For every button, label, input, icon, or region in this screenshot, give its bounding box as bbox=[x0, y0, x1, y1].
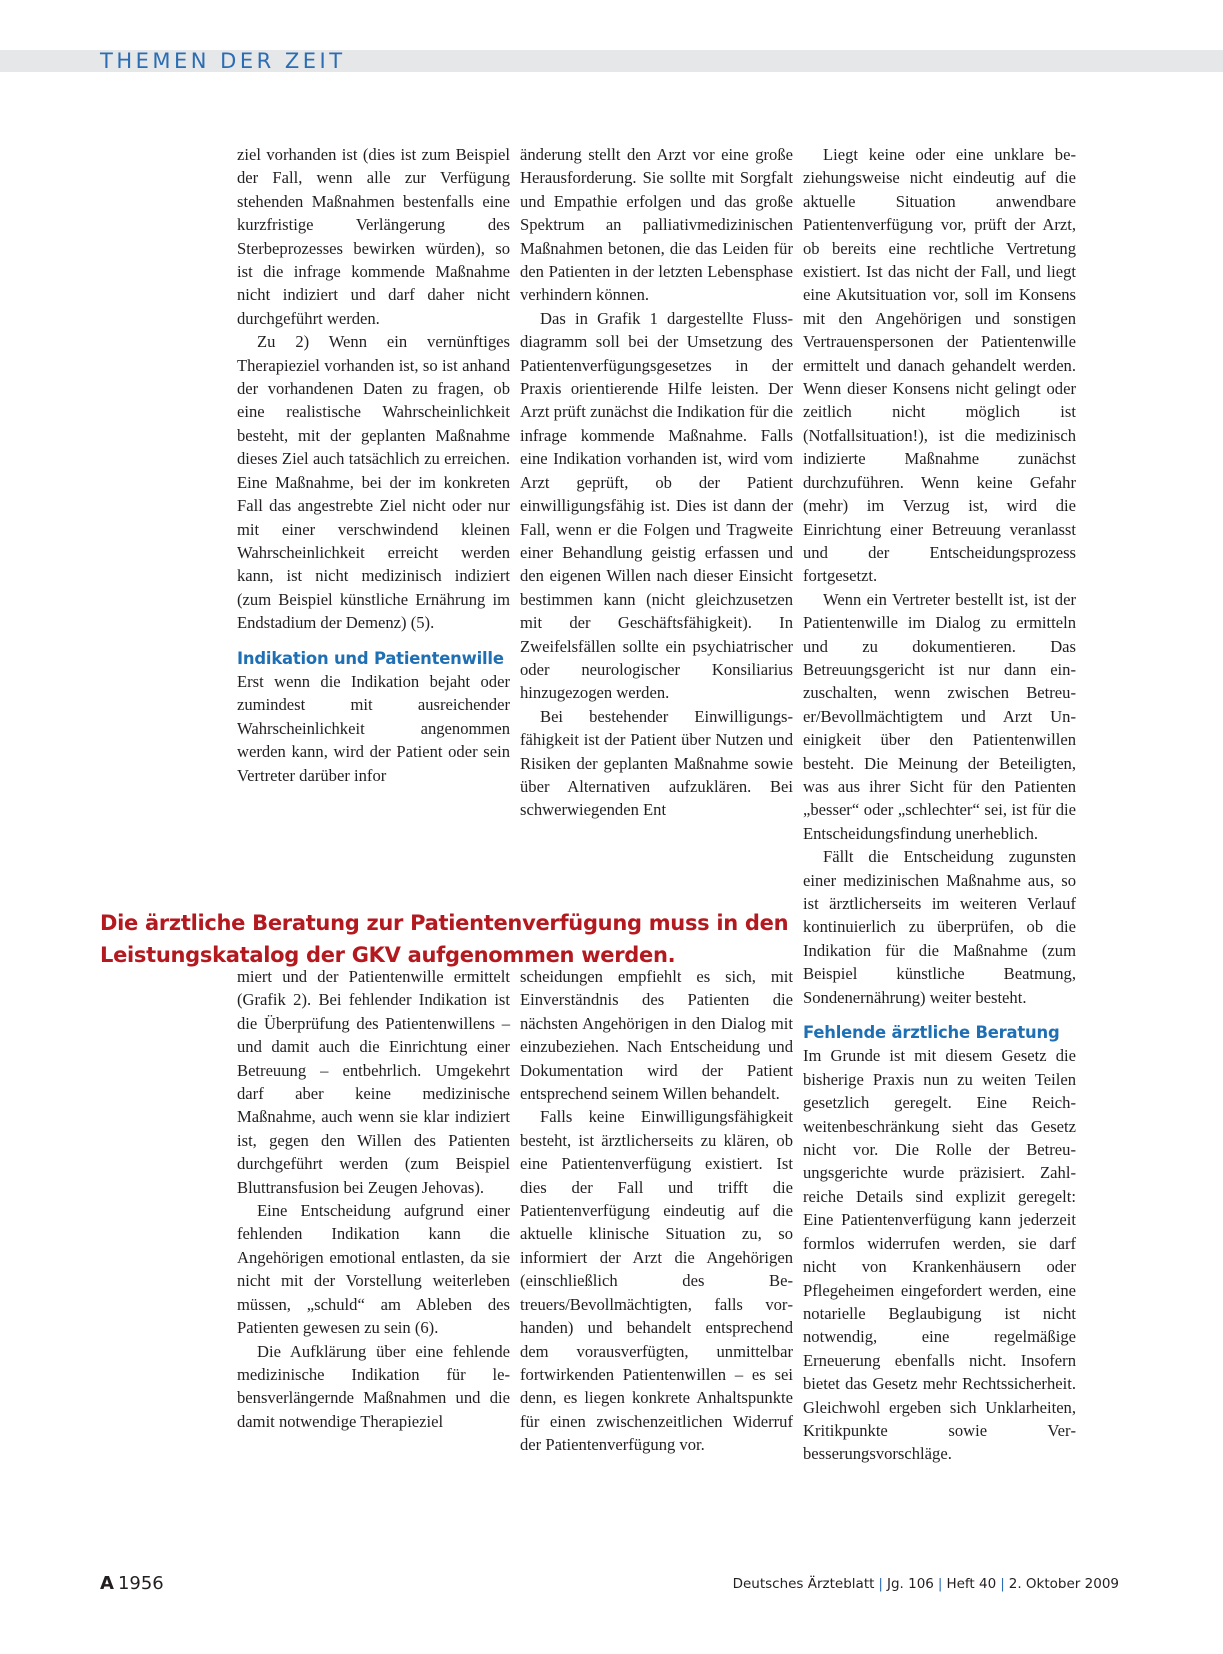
column-2-top bbox=[520, 143, 793, 822]
journal-date: 2. Oktober 2009 bbox=[1008, 1576, 1119, 1592]
paragraph: scheidungen empfiehlt es sich, mit Einverständnis des Patienten die nächsten Angehörigen in den Dialog mit einzubeziehen. Nach Entscheidung und Dokumentation wird der Patient entsprechend seinem Willen behandelt. bbox=[520, 967, 793, 1104]
paragraph: Bei bestehender Einwilligungsfähigkeit ist der Patient über Nutzen und Risiken der geplanten Maßnahme sowie über Alternativen aufzuklären. Bei schwerwiegenden Ent bbox=[520, 706, 793, 820]
page-number bbox=[100, 1573, 164, 1594]
journal-footer: Deutsches Ärzteblatt | Jg. 106 | Heft 40 | 2. Oktober 2009 bbox=[732, 1576, 1119, 1592]
paragraph: miert und der Patientenwille ermittelt (Grafik 2). Bei fehlender Indikation ist die Überprüfung des Patientenwillens – und damit auch die Einrichtung einer Betreuung – entbehrlich. Umgekehrt darf aber keine medizinische Maßnahme, auch wenn sie klar indiziert ist, gegen den Willen des Patienten durchgeführt werden (zum Beispiel Bluttransfusion bei Zeugen Jehovas). bbox=[237, 967, 510, 1197]
pull-quote-line-2: Leistungskatalog der GKV aufgenommen werden. bbox=[100, 943, 676, 967]
journal-name: Deutsches Ärzteblatt bbox=[732, 1576, 875, 1592]
page-number-value: 1956 bbox=[117, 1573, 164, 1594]
section-heading: Indikation und Patientenwille bbox=[237, 648, 504, 668]
paragraph: Fällt die Entscheidung zugunsten einer medizinischen Maßnahme aus, so ist ärztlicherseits im weiteren Verlauf kontinuierlich zu überprüfen, ob die Indikation für die Maßnahme (zum Beispiel künstliche Beatmung, Sondenernährung) weiter besteht. bbox=[803, 847, 1076, 1007]
paragraph: Eine Entscheidung aufgrund einer fehlenden Indikation kann die Angehörigen emotional entlasten, da sie nicht mit der Vorstellung weiterleben müssen, „schuld“ am Ableben des Patienten gewesen zu sein (6). bbox=[237, 1201, 510, 1338]
paragraph: Liegt keine oder eine unklare beziehungsweise nicht eindeutig auf die aktuelle Situation anwendbare Patientenverfügung vor, prüft der Arzt, ob bereits eine rechtliche Vertretung existiert. Ist das nicht der Fall, und liegt eine Akutsituation vor, soll im Konsens mit den Angehörigen und sonstigen Vertrauenspersonen der Patientenwille ermittelt und danach gehandelt werden. Wenn dieser Konsens nicht gelingt oder zeitlich nicht möglich ist (Notfallsituation!), ist die medizinisch indizierte Maßnahme zunächst durchzuführen. Wenn keine Gefahr (mehr) im Verzug ist, wird die Einrichtung einer Betreuung veranlasst und der Entscheidungsprozess fortgesetzt. bbox=[803, 145, 1076, 586]
paragraph: Wenn ein Vertreter bestellt ist, ist der Patientenwille im Dialog zu ermitteln und zu dokumentieren. Das Betreuungsgericht ist nur dann einzuschalten, wenn zwischen Betreuer/Bevollmächtigtem und Arzt Uneinigkeit über den Patientenwillen besteht. Die Meinung der Beteiligten, was aus ihrer Sicht für den Patienten „besser“ oder „schlechter“ sei, ist für die Entscheidungsfindung unerheblich. bbox=[803, 589, 1076, 843]
paragraph: Im Grunde ist mit diesem Gesetz die bisherige Praxis nun zu weiten Teilen gesetzlich geregelt. Eine Reichweitenbeschränkung sieht das Gesetz nicht vor. Die Rolle der Betreuungsgerichte wurde präzisiert. Zahlreiche Details sind explizit geregelt: Eine Patientenverfügung kann jederzeit formlos widerrufen werden, sie darf nicht von Krankenhäusern oder Pflegeheimen eingefordert werden, eine notarielle Beglaubigung ist nicht notwendig, eine regelmäßige Erneuerung ebenfalls nicht. Insofern bietet das Gesetz mehr Rechtssicherheit. Gleichwohl ergeben sich Unklarheiten, Kritikpunkte sowie Verbesserungsvorschläge. bbox=[803, 1046, 1076, 1464]
column-2-bottom bbox=[520, 965, 793, 1457]
section-title: THEMEN DER ZEIT bbox=[100, 49, 346, 73]
paragraph: Erst wenn die Indikation bejaht oder zumindest mit ausreichender Wahrscheinlichkeit angenommen werden kann, wird der Patient oder sein Vertreter darüber infor bbox=[237, 671, 510, 785]
paragraph: Falls keine Einwilligungsfähigkeit besteht, ist ärztlicherseits zu klären, ob eine Patientenverfügung existiert. Ist dies der Fall und trifft die Patientenverfügung eindeutig auf die aktuelle klinische Situation zu, so informiert der Arzt die Angehörigen (einschließlich des Betreuers/Bevollmächtigten, falls vorhanden) und behandelt entsprechend dem vorausverfügten, unmittelbar fortwirkenden Patientenwillen – es sei denn, es liegen konkrete Anhaltspunkte für einen zwischenzeitlichen Widerruf der Patientenverfügung vor. bbox=[520, 1107, 793, 1455]
column-1-bottom bbox=[237, 965, 510, 1433]
column-3 bbox=[803, 143, 1076, 1466]
pull-quote-line-1: Die ärztliche Beratung zur Patientenverfügung muss in den bbox=[100, 911, 789, 935]
column-1-top bbox=[237, 143, 510, 787]
section-heading: Fehlende ärztliche Beratung bbox=[803, 1023, 1060, 1043]
paragraph: Die Aufklärung über eine fehlende medizinische Indikation für lebensverlängernde Maßnahmen und die damit notwendige Therapieziel bbox=[237, 1341, 510, 1431]
paragraph: Zu 2) Wenn ein vernünftiges Therapieziel vorhanden ist, so ist anhand der vorhandenen Daten zu fragen, ob eine realistische Wahrscheinlichkeit besteht, mit der geplanten Maßnahme dieses Ziel auch tatsächlich zu erreichen. Eine Maßnahme, bei der im konkreten Fall das angestrebte Ziel nicht oder nur mit einer verschwindend kleinen Wahrscheinlichkeit erreicht werden kann, ist nicht medizinisch indiziert (zum Beispiel künstliche Ernährung im Endstadium der Demenz) (5). bbox=[237, 332, 510, 633]
paragraph: ziel vorhanden ist (dies ist zum Beispiel der Fall, wenn alle zur Verfügung stehenden Maßnahmen bestenfalls eine kurzfristige Verlängerung des Sterbeprozesses bewirken würden), so ist die infrage kommende Maßnahme nicht indiziert und darf daher nicht durchgeführt werden. bbox=[237, 145, 510, 328]
paragraph: änderung stellt den Arzt vor eine große Herausforderung. Sie sollte mit Sorgfalt und Empathie erfolgen und das große Spektrum an palliativmedizinischen Maßnahmen betonen, die das Leiden für den Patienten in der letzten Lebensphase verhindern können. bbox=[520, 145, 793, 305]
page-prefix: A bbox=[100, 1573, 114, 1594]
journal-issue: Heft 40 bbox=[946, 1576, 997, 1592]
paragraph: Das in Grafik 1 dargestellte Flussdiagramm soll bei der Umsetzung des Patientenverfügungsgesetzes in der Praxis orientierende Hilfe leisten. Der Arzt prüft zunächst die Indikation für die infrage kommende Maßnahme. Falls eine Indikation vorhanden ist, wird vom Arzt geprüft, ob der Patient einwilligungsfähig ist. Dies ist dann der Fall, wenn er die Folgen und Tragweite einer Behandlung geistig erfassen und den eigenen Willen nach dieser Einsicht bestimmen kann (nicht gleichzusetzen mit der Geschäftsfähigkeit). In Zweifelsfällen sollte ein psychiatrischer oder neurologischer Konsiliarius hinzugezogen werden. bbox=[520, 308, 793, 703]
journal-volume: Jg. 106 bbox=[886, 1576, 934, 1592]
pull-quote bbox=[100, 907, 789, 971]
